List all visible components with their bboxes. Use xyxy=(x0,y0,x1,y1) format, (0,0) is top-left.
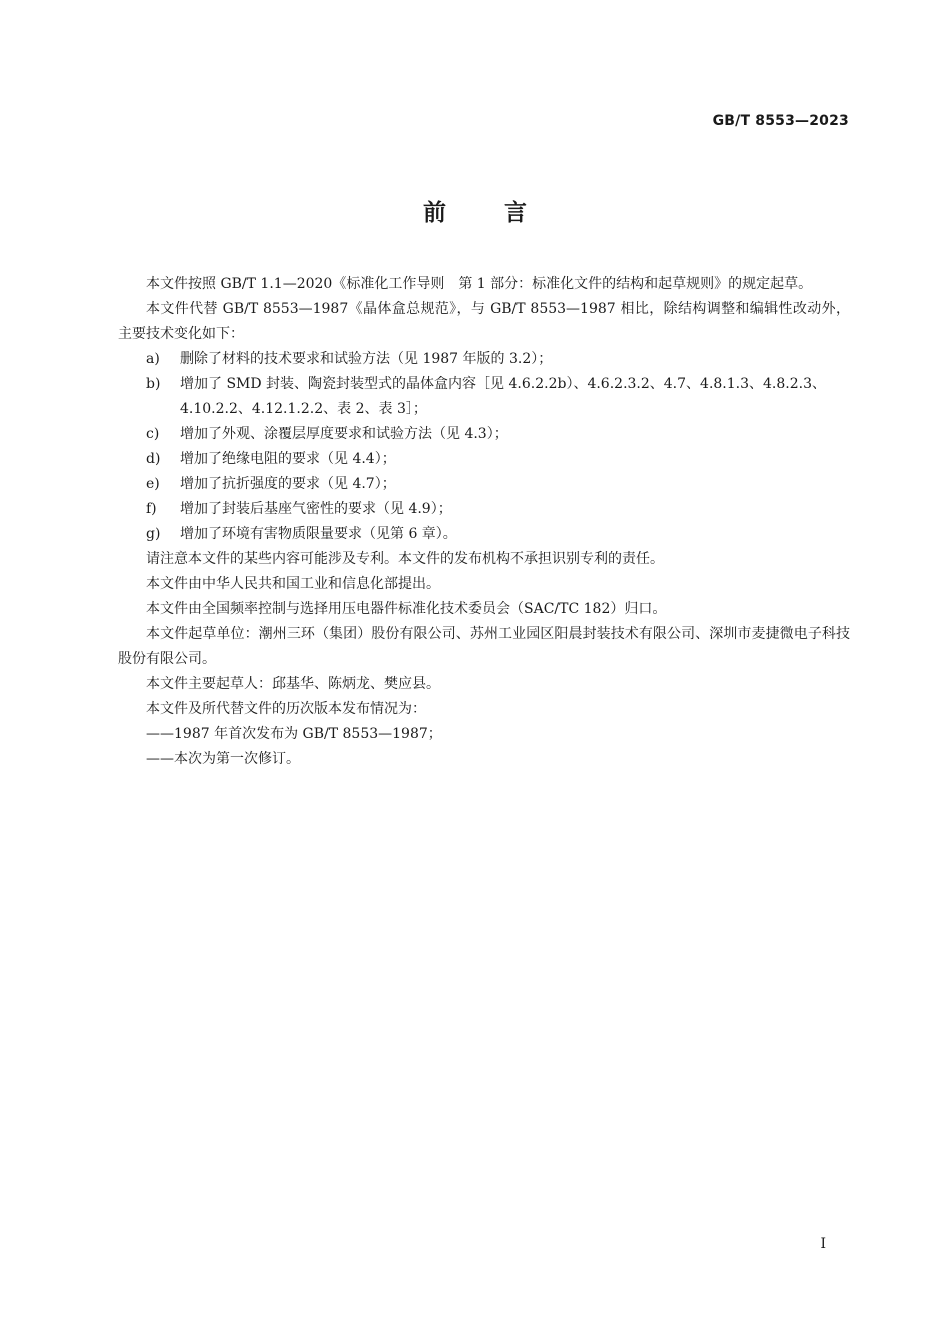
change-marker: f) xyxy=(146,501,157,517)
change-text: 增加了 SMD 封装、陶瓷封装型式的晶体盒内容［见 4.6.2.2b）、4.6.2.3.2、4.7、4.8.1.3、4.8.2.3、4.10.2.2、4.12.1.2.2、表 2、表 3］； xyxy=(180,376,827,417)
paragraph-replacement: 本文件代替 GB/T 8553—1987《晶体盒总规范》，与 GB/T 8553—1987 相比，除结构调整和编辑性改动外，主要技术变化如下： xyxy=(118,301,850,342)
change-marker: a) xyxy=(146,351,160,367)
change-item xyxy=(118,447,850,472)
foreword-body xyxy=(118,272,850,772)
change-text: 增加了外观、涂覆层厚度要求和试验方法（见 4.3）； xyxy=(180,426,508,442)
change-marker: b) xyxy=(146,376,161,392)
history-item: ——本次为第一次修订。 xyxy=(146,751,300,767)
paragraph-patent-notice: 请注意本文件的某些内容可能涉及专利。本文件的发布机构不承担识别专利的责任。 xyxy=(146,551,664,567)
change-item xyxy=(118,472,850,497)
change-item xyxy=(118,422,850,447)
change-text: 增加了环境有害物质限量要求（见第 6 章）。 xyxy=(180,526,457,542)
paragraph-drafters: 本文件主要起草人：邱基华、陈炳龙、樊应县。 xyxy=(146,676,440,692)
title-char-2: 言 xyxy=(504,200,527,226)
title-char-1: 前 xyxy=(423,200,446,226)
change-text: 增加了抗折强度的要求（见 4.7）； xyxy=(180,476,396,492)
change-text: 删除了材料的技术要求和试验方法（见 1987 年版的 3.2）； xyxy=(180,351,553,367)
change-item xyxy=(118,347,850,372)
history-item: ——1987 年首次发布为 GB/T 8553—1987； xyxy=(146,726,442,742)
change-item xyxy=(118,372,850,422)
change-text: 增加了封装后基座气密性的要求（见 4.9）； xyxy=(180,501,452,517)
paragraph-drafting-rules: 本文件按照 GB/T 1.1—2020《标准化工作导则 第 1 部分：标准化文件的结构和起草规则》的规定起草。 xyxy=(146,276,813,292)
paragraph-drafting-units: 本文件起草单位：潮州三环（集团）股份有限公司、苏州工业园区阳晨封装技术有限公司、深圳市麦捷微电子科技股份有限公司。 xyxy=(118,626,850,667)
change-marker: e) xyxy=(146,476,160,492)
change-item xyxy=(118,522,850,547)
change-marker: g) xyxy=(146,526,161,542)
section-title xyxy=(0,194,950,227)
change-item xyxy=(118,497,850,522)
document-id: GB/T 8553—2023 xyxy=(712,113,849,129)
change-text: 增加了绝缘电阻的要求（见 4.4）； xyxy=(180,451,396,467)
paragraph-committee: 本文件由全国频率控制与选择用压电器件标准化技术委员会（SAC/TC 182）归口。 xyxy=(146,601,667,617)
change-marker: d) xyxy=(146,451,161,467)
change-marker: c) xyxy=(146,426,160,442)
paragraph-history-intro: 本文件及所代替文件的历次版本发布情况为： xyxy=(146,701,426,717)
paragraph-proposer: 本文件由中华人民共和国工业和信息化部提出。 xyxy=(146,576,440,592)
page-number: I xyxy=(820,1236,826,1252)
